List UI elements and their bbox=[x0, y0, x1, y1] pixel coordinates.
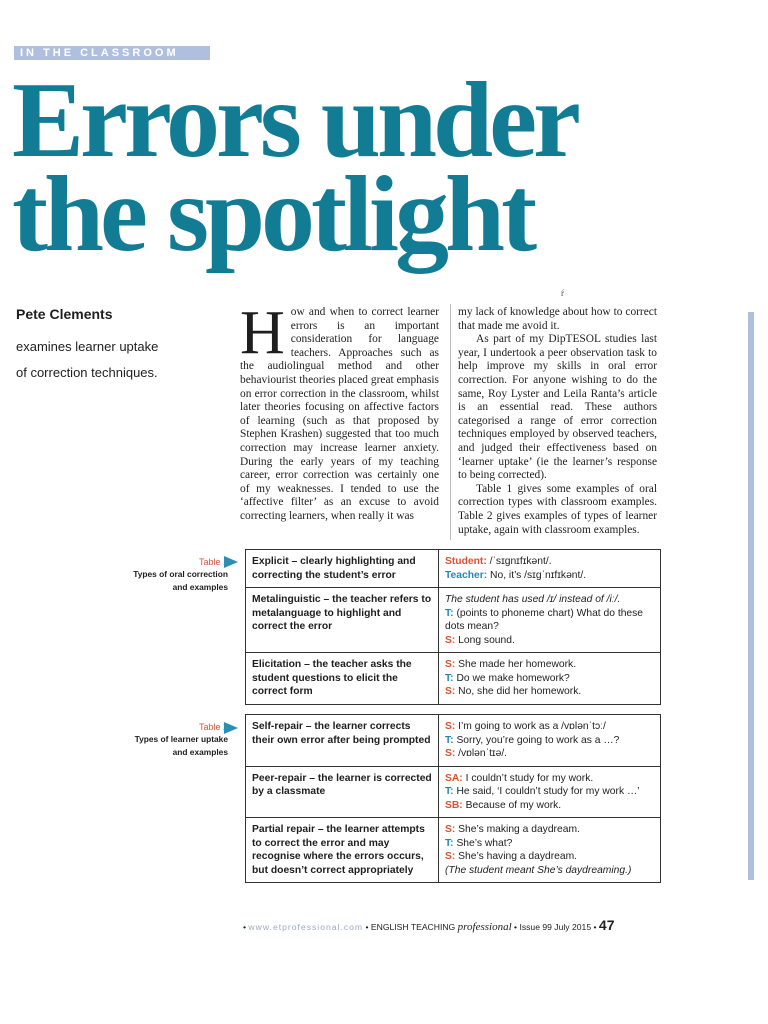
example-line bbox=[445, 785, 654, 799]
body-paragraph: my lack of knowledge about how to correct that made me avoid it. bbox=[458, 306, 657, 332]
example-cell bbox=[439, 653, 661, 705]
author-name: Pete Clements bbox=[16, 306, 113, 322]
table-1-caption-line-1: Types of oral correction bbox=[133, 569, 228, 579]
table-1-number: Table 1 bbox=[198, 557, 228, 567]
speaker-label: S: bbox=[445, 634, 456, 646]
utterance-text: Sorry, you’re going to work as a …? bbox=[453, 734, 620, 746]
utterance-text: /ˈsɪgnɪfɪkənt/. bbox=[486, 556, 552, 567]
example-cell bbox=[439, 588, 661, 653]
speaker-label: S: bbox=[445, 721, 456, 732]
page-footer: • www.etprofessional.com • ENGLISH TEACHING professional • Issue 99 July 2015 • 47 bbox=[243, 917, 615, 933]
column-rule bbox=[450, 304, 451, 540]
table-2-arrow-icon bbox=[224, 722, 238, 734]
example-line bbox=[445, 734, 654, 748]
intro-line-2: of correction techniques. bbox=[16, 365, 158, 380]
correction-type-cell: Metalinguistic – the teacher refers to metalanguage to highlight and correct the error bbox=[246, 588, 439, 653]
speaker-label: SA: bbox=[445, 772, 463, 784]
speaker-label: S: bbox=[445, 824, 456, 835]
table-row bbox=[246, 766, 661, 818]
example-line bbox=[445, 607, 654, 634]
table-row bbox=[246, 818, 661, 883]
example-line bbox=[445, 799, 654, 813]
speaker-label: T: bbox=[445, 734, 454, 746]
utterance-text: No, it’s /sɪgˈnɪfɪkənt/. bbox=[487, 569, 587, 581]
footer-website: www.etprofessional.com bbox=[248, 922, 364, 932]
speaker-label: T: bbox=[445, 672, 454, 684]
example-line bbox=[445, 747, 654, 761]
page-number: 47 bbox=[598, 917, 615, 933]
speaker-label: S: bbox=[445, 748, 456, 759]
correction-type-cell: Partial repair – the learner attempts to correct the error and may recognise where the errors occurs, but doesn’t correct appropriately bbox=[246, 818, 439, 883]
body-paragraph: As part of my DipTESOL studies last year, I undertook a peer observation task to help improve my skills in oral error correction. For anyone wishing to do the same, Roy Lyster and Leila Ranta’s article is an essential read. These authors categorised a range of error correction techniques employed by observed teachers, and judged their effectiveness based on ‘learner uptake’ (ie the learner’s response to being corrected). bbox=[458, 333, 657, 482]
correction-type-cell: Elicitation – the teacher asks the student questions to elicit the correct form bbox=[246, 653, 439, 705]
table-2-number: Table 2 bbox=[198, 722, 228, 732]
utterance-text: She’s what? bbox=[453, 837, 513, 849]
speaker-label: Student: bbox=[445, 556, 487, 567]
table-1-arrow-icon bbox=[224, 556, 238, 568]
table-row bbox=[246, 653, 661, 705]
utterance-text: I’m going to work as a /vɒlənˈtɔː/ bbox=[455, 721, 606, 732]
example-line bbox=[445, 772, 654, 786]
utterance-text: Because of my work. bbox=[462, 799, 562, 811]
correction-type-cell: Self-repair – the learner corrects their own error after being prompted bbox=[246, 715, 439, 767]
utterance-text: He said, ‘I couldn’t study for my work …’ bbox=[453, 786, 640, 797]
example-cell bbox=[439, 766, 661, 818]
table-2 bbox=[245, 714, 661, 883]
intro-line-1: examines learner uptake bbox=[16, 339, 159, 354]
headline-line-2: the spotlight bbox=[12, 155, 534, 274]
example-cell bbox=[439, 715, 661, 767]
example-line: The student has used /ɪ/ instead of /iː/. bbox=[445, 594, 621, 605]
table-row bbox=[246, 588, 661, 653]
example-line bbox=[445, 555, 654, 569]
section-tag: IN THE CLASSROOM bbox=[14, 46, 210, 60]
example-line bbox=[445, 685, 654, 699]
utterance-text: I couldn’t study for my work. bbox=[462, 772, 594, 784]
body-column-1 bbox=[240, 299, 439, 524]
table-1-caption-line-2: and examples bbox=[172, 581, 228, 592]
example-line bbox=[445, 837, 654, 851]
footer-magazine-prefix: ENGLISH TEACHING bbox=[370, 922, 456, 932]
utterance-text: She’s having a daydream. bbox=[455, 851, 578, 862]
speaker-label: SB: bbox=[445, 799, 463, 811]
table-2-label bbox=[92, 722, 228, 757]
stray-mark: ŕ bbox=[561, 288, 564, 298]
correction-type-cell: Peer-repair – the learner is corrected by a classmate bbox=[246, 766, 439, 818]
body-column-2 bbox=[458, 306, 657, 537]
utterance-text: /vɒlənˈtɪə/. bbox=[455, 748, 508, 759]
body-paragraph bbox=[240, 299, 439, 524]
example-line: (The student meant She’s daydreaming.) bbox=[445, 864, 632, 876]
example-line bbox=[445, 569, 654, 583]
example-line bbox=[445, 850, 654, 864]
example-line bbox=[445, 672, 654, 686]
speaker-label: S: bbox=[445, 659, 456, 670]
example-cell bbox=[439, 550, 661, 588]
utterance-text: No, she did her homework. bbox=[455, 686, 582, 697]
speaker-label: Teacher: bbox=[445, 569, 488, 581]
table-1-label bbox=[92, 557, 228, 592]
utterance-text: Long sound. bbox=[455, 634, 515, 646]
body-text: ow and when to correct learner errors is an important consideration for language teachers. Approaches such as the audiolingual method and other behaviourist theories placed great emphasis on error correction in the classroom, whilst later theories focusing on affective factors of learning (such as that proposed by Stephen Krashen) suggested that too much correction may increase learner anxiety. During the early years of my teaching career, error correction was certainly one of my weaknesses. I tended to use the ‘affective filter’ as an excuse to avoid correcting learners, when really it was bbox=[240, 306, 439, 522]
example-line bbox=[445, 823, 654, 837]
table-row bbox=[246, 550, 661, 588]
example-line bbox=[445, 720, 654, 734]
speaker-label: T: bbox=[445, 786, 454, 797]
page-edge-strip bbox=[748, 312, 754, 880]
headline-line-1: Errors under bbox=[12, 61, 577, 180]
footer-magazine-suffix: professional bbox=[457, 921, 512, 933]
utterance-text: (points to phoneme chart) What do these dots mean? bbox=[445, 607, 644, 632]
utterance-text: She’s making a daydream. bbox=[455, 824, 580, 835]
example-cell bbox=[439, 818, 661, 883]
correction-type-cell: Explicit – clearly highlighting and correcting the student’s error bbox=[246, 550, 439, 588]
speaker-label: T: bbox=[445, 607, 454, 619]
utterance-text: She made her homework. bbox=[455, 659, 577, 670]
example-line bbox=[445, 634, 654, 648]
table-2-caption-line-2: and examples bbox=[172, 746, 228, 757]
table-row bbox=[246, 715, 661, 767]
speaker-label: T: bbox=[445, 837, 454, 849]
byline bbox=[16, 306, 226, 386]
table-1 bbox=[245, 549, 661, 705]
speaker-label: S: bbox=[445, 686, 456, 697]
speaker-label: S: bbox=[445, 851, 456, 862]
utterance-text: Do we make homework? bbox=[453, 672, 570, 684]
body-paragraph: Table 1 gives some examples of oral correction types with classroom examples. Table 2 gives examples of types of learner uptake, again with classroom examples. bbox=[458, 482, 657, 536]
example-line bbox=[445, 658, 654, 672]
article-headline bbox=[12, 61, 652, 274]
drop-cap: H bbox=[240, 299, 285, 367]
table-2-caption-line-1: Types of learner uptake bbox=[134, 734, 228, 744]
footer-issue: Issue 99 July 2015 bbox=[519, 922, 592, 932]
